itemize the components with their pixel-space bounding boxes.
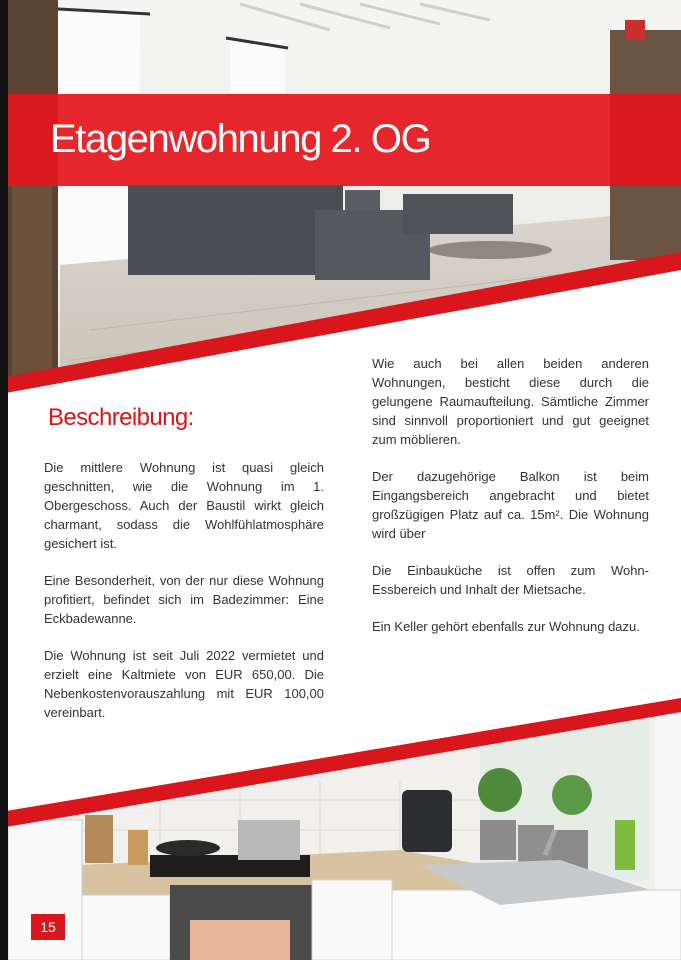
page-edge-shadow bbox=[0, 0, 8, 960]
page-title: Etagenwohnung 2. OG bbox=[50, 117, 431, 161]
kitchen-photo bbox=[0, 690, 681, 960]
paragraph: Eine Besonderheit, von der nur diese Wohnung profitiert, befindet sich im Badezimmer: Eine Eckbadewanne. bbox=[44, 573, 324, 626]
paragraph: Ein Keller gehört ebenfalls zur Wohnung dazu. bbox=[372, 619, 640, 634]
right-text-column bbox=[372, 354, 649, 654]
description-heading: Beschreibung: bbox=[48, 404, 194, 431]
paragraph: Die Wohnung ist seit Juli 2022 vermietet und erzielt eine Kaltmiete von EUR 650,00. Die Nebenkostenvorauszahlung mit EUR 100,00 vereinbart. bbox=[44, 648, 324, 720]
red-diagonal-stripe bbox=[0, 0, 681, 400]
paragraph: Der dazugehörige Balkon ist beim Eingangsbereich angebracht und bietet großzügigen Platz auf ca. 15m². Die Wohnung wird über bbox=[372, 469, 649, 541]
paragraph: Die mittlere Wohnung ist quasi gleich geschnitten, wie die Wohnung im 1. Obergeschoss. Auch der Baustil wirkt gleich charmant, sodass die Wohlfühlatmosphäre gesichert ist. bbox=[44, 460, 324, 551]
paragraph: Wie auch bei allen beiden anderen Wohnungen, besticht diese durch die gelungene Raumaufteilung. Sämtliche Zimmer sind sinnvoll proportioniert und gut geeignet zum möblieren. bbox=[372, 356, 649, 447]
page-number: 15 bbox=[31, 914, 65, 940]
paragraph: Die Einbauküche ist offen zum Wohn- Essbereich und Inhalt der Mietsache. bbox=[372, 563, 649, 597]
